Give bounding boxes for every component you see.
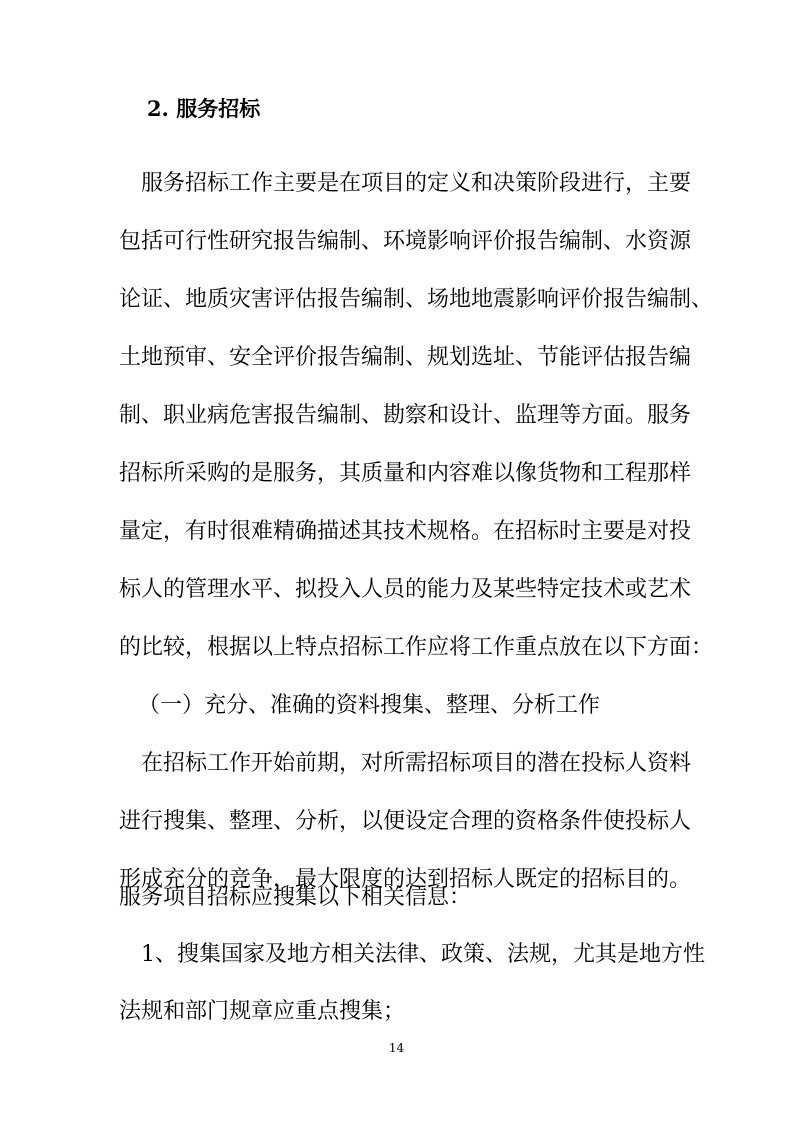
- paragraph-line: 在招标工作开始前期，对所需招标项目的潜在投标人资料: [141, 751, 692, 776]
- subsection-heading: （一）充分、准确的资料搜集、整理、分析工作: [138, 693, 601, 718]
- paragraph-line: 论证、地质灾害评估报告编制、场地地震影响评价报告编制、: [119, 287, 714, 312]
- paragraph-line: 形成充分的竞争，最大限度的达到招标人既定的招标目的。: [119, 867, 692, 892]
- paragraph-line: 的比较，根据以上特点招标工作应将工作重点放在以下方面：: [119, 635, 714, 660]
- paragraph-line: 量定，有时很难精确描述其技术规格。在招标时主要是对投: [119, 519, 692, 544]
- list-item-line: 法规和部门规章应重点搜集；: [119, 999, 406, 1024]
- paragraph-line: 包括可行性研究报告编制、环境影响评价报告编制、水资源: [119, 229, 692, 254]
- paragraph-line: 标人的管理水平、拟投入人员的能力及某些特定技术或艺术: [119, 577, 692, 602]
- paragraph-line: 进行搜集、整理、分析，以便设定合理的资格条件使投标人: [119, 809, 692, 834]
- page-number: 14: [388, 1041, 405, 1055]
- paragraph-line: 服务招标工作主要是在项目的定义和决策阶段进行，主要: [141, 171, 692, 196]
- list-item-line: 1、搜集国家及地方相关法律、政策、法规，尤其是地方性: [141, 942, 705, 967]
- paragraph-line: 土地预审、安全评价报告编制、规划选址、节能评估报告编: [119, 345, 692, 370]
- paragraph-line: 制、职业病危害报告编制、勘察和设计、监理等方面。服务: [119, 403, 692, 428]
- paragraph-line: 招标所采购的是服务，其质量和内容难以像货物和工程那样: [119, 461, 692, 486]
- section-heading: 2. 服务招标: [147, 96, 261, 121]
- paragraph-line: 服务项目招标应搜集以下相关信息：: [119, 885, 472, 910]
